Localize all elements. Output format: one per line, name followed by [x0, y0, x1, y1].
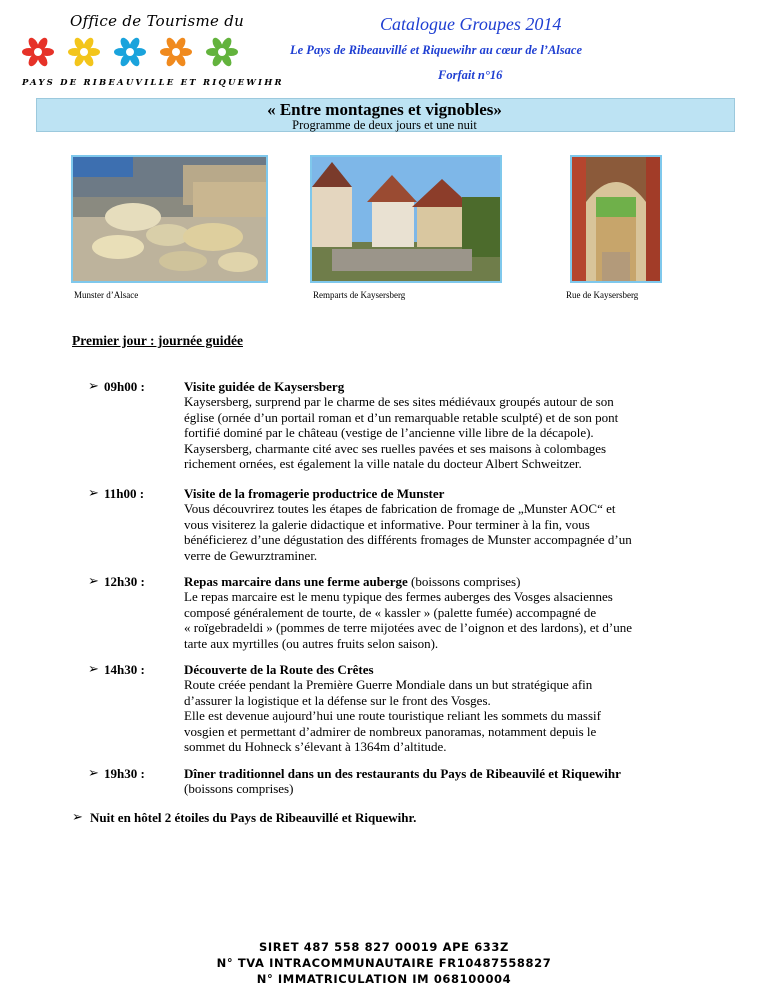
item-line: vous visiterez la galerie didactique et informative. Pour terminer à la fin, vous — [184, 516, 590, 532]
item-line: Route créée pendant la Première Guerre Mondiale dans un but stratégique afin — [184, 677, 593, 693]
item-time: 09h00 : — [104, 379, 145, 394]
item-time: 19h30 : — [104, 766, 145, 781]
photo-caption-rue: Rue de Kaysersberg — [566, 290, 639, 300]
item-time: 11h00 : — [104, 486, 145, 501]
bullet-arrow-icon: ➢ — [88, 486, 99, 501]
item-description — [184, 486, 674, 563]
item-time: 14h30 : — [104, 662, 145, 677]
item-line: Elle est devenue aujourd’hui une route touristique reliant les sommets du massif — [184, 708, 601, 724]
bullet-arrow-icon: ➢ — [88, 766, 99, 781]
item-line: « roïgebradeldi » (pommes de terre mijotées avec de l’oignon et des lardons), et d’une — [184, 620, 632, 636]
logo-flowers-icon — [14, 30, 254, 78]
item-description — [184, 574, 674, 651]
item-line: tarte aux myrtilles (ou autres fruits selon saison). — [184, 635, 439, 651]
item-line: d’assurer la logistique et la défense sur le front des Vosges. — [184, 692, 491, 708]
bullet-arrow-icon: ➢ — [72, 810, 83, 825]
programme-title: « Entre montagnes et vignobles» — [267, 100, 502, 119]
item-line: vosgien et permettant d’admirer de nombreux panoramas, notamment depuis le — [184, 723, 597, 739]
item-description — [184, 662, 674, 754]
programme-subtitle: Programme de deux jours et une nuit — [292, 118, 477, 132]
item-line: (boissons comprises) — [184, 781, 294, 797]
item-description — [184, 766, 674, 797]
village-ramparts-photo — [310, 155, 502, 283]
day-one-title: Premier jour : journée guidée — [72, 333, 243, 348]
catalogue-title: Catalogue Groupes 2014 — [380, 14, 562, 34]
item-title: Dîner traditionnel dans un des restaurants du Pays de Ribeauvilé et Riquewihr — [184, 766, 621, 781]
item-title: Visite guidée de Kaysersberg — [184, 379, 345, 394]
item-line: église (ornée d’un portail roman et d’un remarquable retable sculpté) et de son pont — [184, 409, 619, 425]
item-line: Kaysersberg, surprend par le charme de ses sites médiévaux groupés autour de son — [184, 394, 614, 410]
photo-caption-remparts: Remparts de Kaysersberg — [313, 290, 406, 300]
forfait-number: Forfait n°16 — [438, 68, 503, 82]
cheese-market-photo — [71, 155, 268, 283]
bullet-arrow-icon: ➢ — [88, 662, 99, 677]
item-time: 12h30 : — [104, 574, 145, 589]
item-line: Kaysersberg, charmante cité avec ses ruelles pavées et ses maisons à colombages — [184, 440, 607, 456]
logo-caption: PAYS DE RIBEAUVILLE ET RIQUEWIHR — [22, 78, 284, 88]
item-title: Découverte de la Route des Crêtes — [184, 662, 374, 677]
footer-siret: SIRET 487 558 827 00019 APE 633Z — [259, 940, 509, 954]
item-title-suffix: (boissons comprises) — [407, 574, 521, 589]
flower-center — [218, 48, 226, 56]
street-archway-photo — [570, 155, 662, 283]
item-line: richement ornées, est également la ville natale du docteur Albert Schweitzer. — [184, 456, 582, 472]
flower-center — [34, 48, 42, 56]
photo-caption-munster: Munster d’Alsace — [74, 290, 139, 300]
flower-center — [80, 48, 88, 56]
item-title: Visite de la fromagerie productrice de Munster — [184, 486, 445, 501]
item-line: verre de Gewurztraminer. — [184, 547, 318, 563]
bullet-arrow-icon: ➢ — [88, 574, 99, 589]
item-description — [184, 379, 674, 471]
item-line: Vous découvrirez toutes les étapes de fabrication de fromage de „Munster AOC“ et — [184, 501, 616, 517]
item-line: bénéficierez d’une dégustation des différents fromages de Munster accompagnée d’un — [184, 532, 632, 548]
footer-immatriculation: N° IMMATRICULATION IM 068100004 — [256, 972, 512, 986]
catalogue-subtitle: Le Pays de Ribeauvillé et Riquewihr au cœur de l’Alsace — [290, 43, 582, 57]
item-line: sommet du Hohneck s’élevant à 1364m d’altitude. — [184, 739, 447, 755]
flower-center — [172, 48, 180, 56]
item-line: composé généralement de tourte, de « kassler » (palette fumée) accompagné de — [184, 604, 597, 620]
logo-script-text: Office de Tourisme du — [70, 12, 245, 30]
item-title: Repas marcaire dans une ferme auberge — [184, 574, 408, 589]
night-accommodation: Nuit en hôtel 2 étoiles du Pays de Ribeauvillé et Riquewihr. — [90, 810, 417, 825]
item-line: fortifié dominé par le château (vestige de l’ancienne ville libre de la décapole). — [184, 425, 594, 441]
bullet-arrow-icon: ➢ — [88, 379, 99, 394]
footer-tva: N° TVA INTRACOMMUNAUTAIRE FR10487558827 — [216, 956, 552, 970]
item-line: Le repas marcaire est le menu typique des fermes auberges des Vosges alsaciennes — [184, 589, 613, 605]
flower-center — [126, 48, 134, 56]
